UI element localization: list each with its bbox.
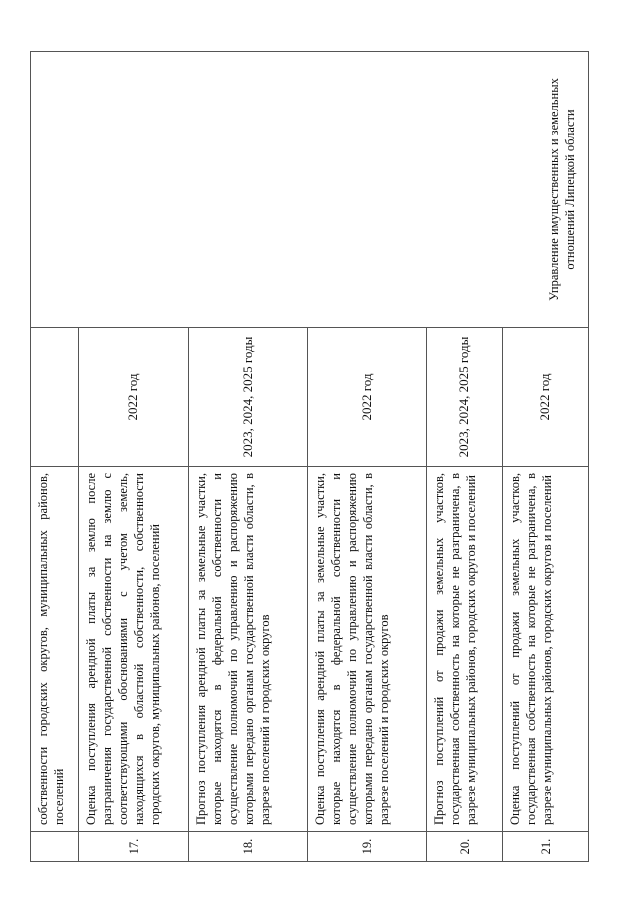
- row-number-cell: 20.: [427, 832, 503, 862]
- row-description-cell: Прогноз поступления арендной платы за земельные участки, которые находятся в федеральной собственности и осуществление полномочий по управлению и распоряжению которыми передано органам государственной власти области, в разрезе поселений и городских округов: [189, 467, 308, 832]
- rotated-document-page: [30, 52, 588, 862]
- row-number-cell: [31, 832, 79, 862]
- row-term-cell: [31, 328, 79, 467]
- row-number-cell: 21.: [503, 832, 589, 862]
- table-row-continuation: [31, 52, 79, 862]
- row-term-cell: 2022 год: [308, 328, 427, 467]
- row-term-cell: 2023, 2024, 2025 годы: [189, 328, 308, 467]
- row-description-cell: собственности городских округов, муниципальных районов, поселений: [31, 467, 79, 832]
- responsible-cell: Управление имущественных и земельных отношений Липецкой области: [31, 52, 589, 328]
- row-term-cell: 2022 год: [79, 328, 189, 467]
- row-description-cell: Прогноз поступлений от продажи земельных участков, государственная собственность на которые не разграничена, в разрезе муниципальных районов, городских округов и поселений: [427, 467, 503, 832]
- row-number-cell: 18.: [189, 832, 308, 862]
- row-number-cell: 19.: [308, 832, 427, 862]
- row-term-cell: 2022 год: [503, 328, 589, 467]
- measures-table: [30, 51, 589, 862]
- row-description-cell: Оценка поступления арендной платы за землю после разграничения государственной собственности на землю с соответствующими обоснованиями с учетом земель, находящихся в областной собственности, собственности городских округов, муниципальных районов, поселений: [79, 467, 189, 832]
- row-description-cell: Оценка поступления арендной платы за земельные участки, которые находятся в федеральной собственности и осуществление полномочий по управлению и распоряжению которыми передано органам государственной власти области, в разрезе поселений и городских округов: [308, 467, 427, 832]
- row-term-cell: 2023, 2024, 2025 годы: [427, 328, 503, 467]
- row-number-cell: 17.: [79, 832, 189, 862]
- row-description-cell: Оценка поступлений от продажи земельных участков, государственная собственность на которые не разграничена, в разрезе муниципальных районов, городских округов и поселений: [503, 467, 589, 832]
